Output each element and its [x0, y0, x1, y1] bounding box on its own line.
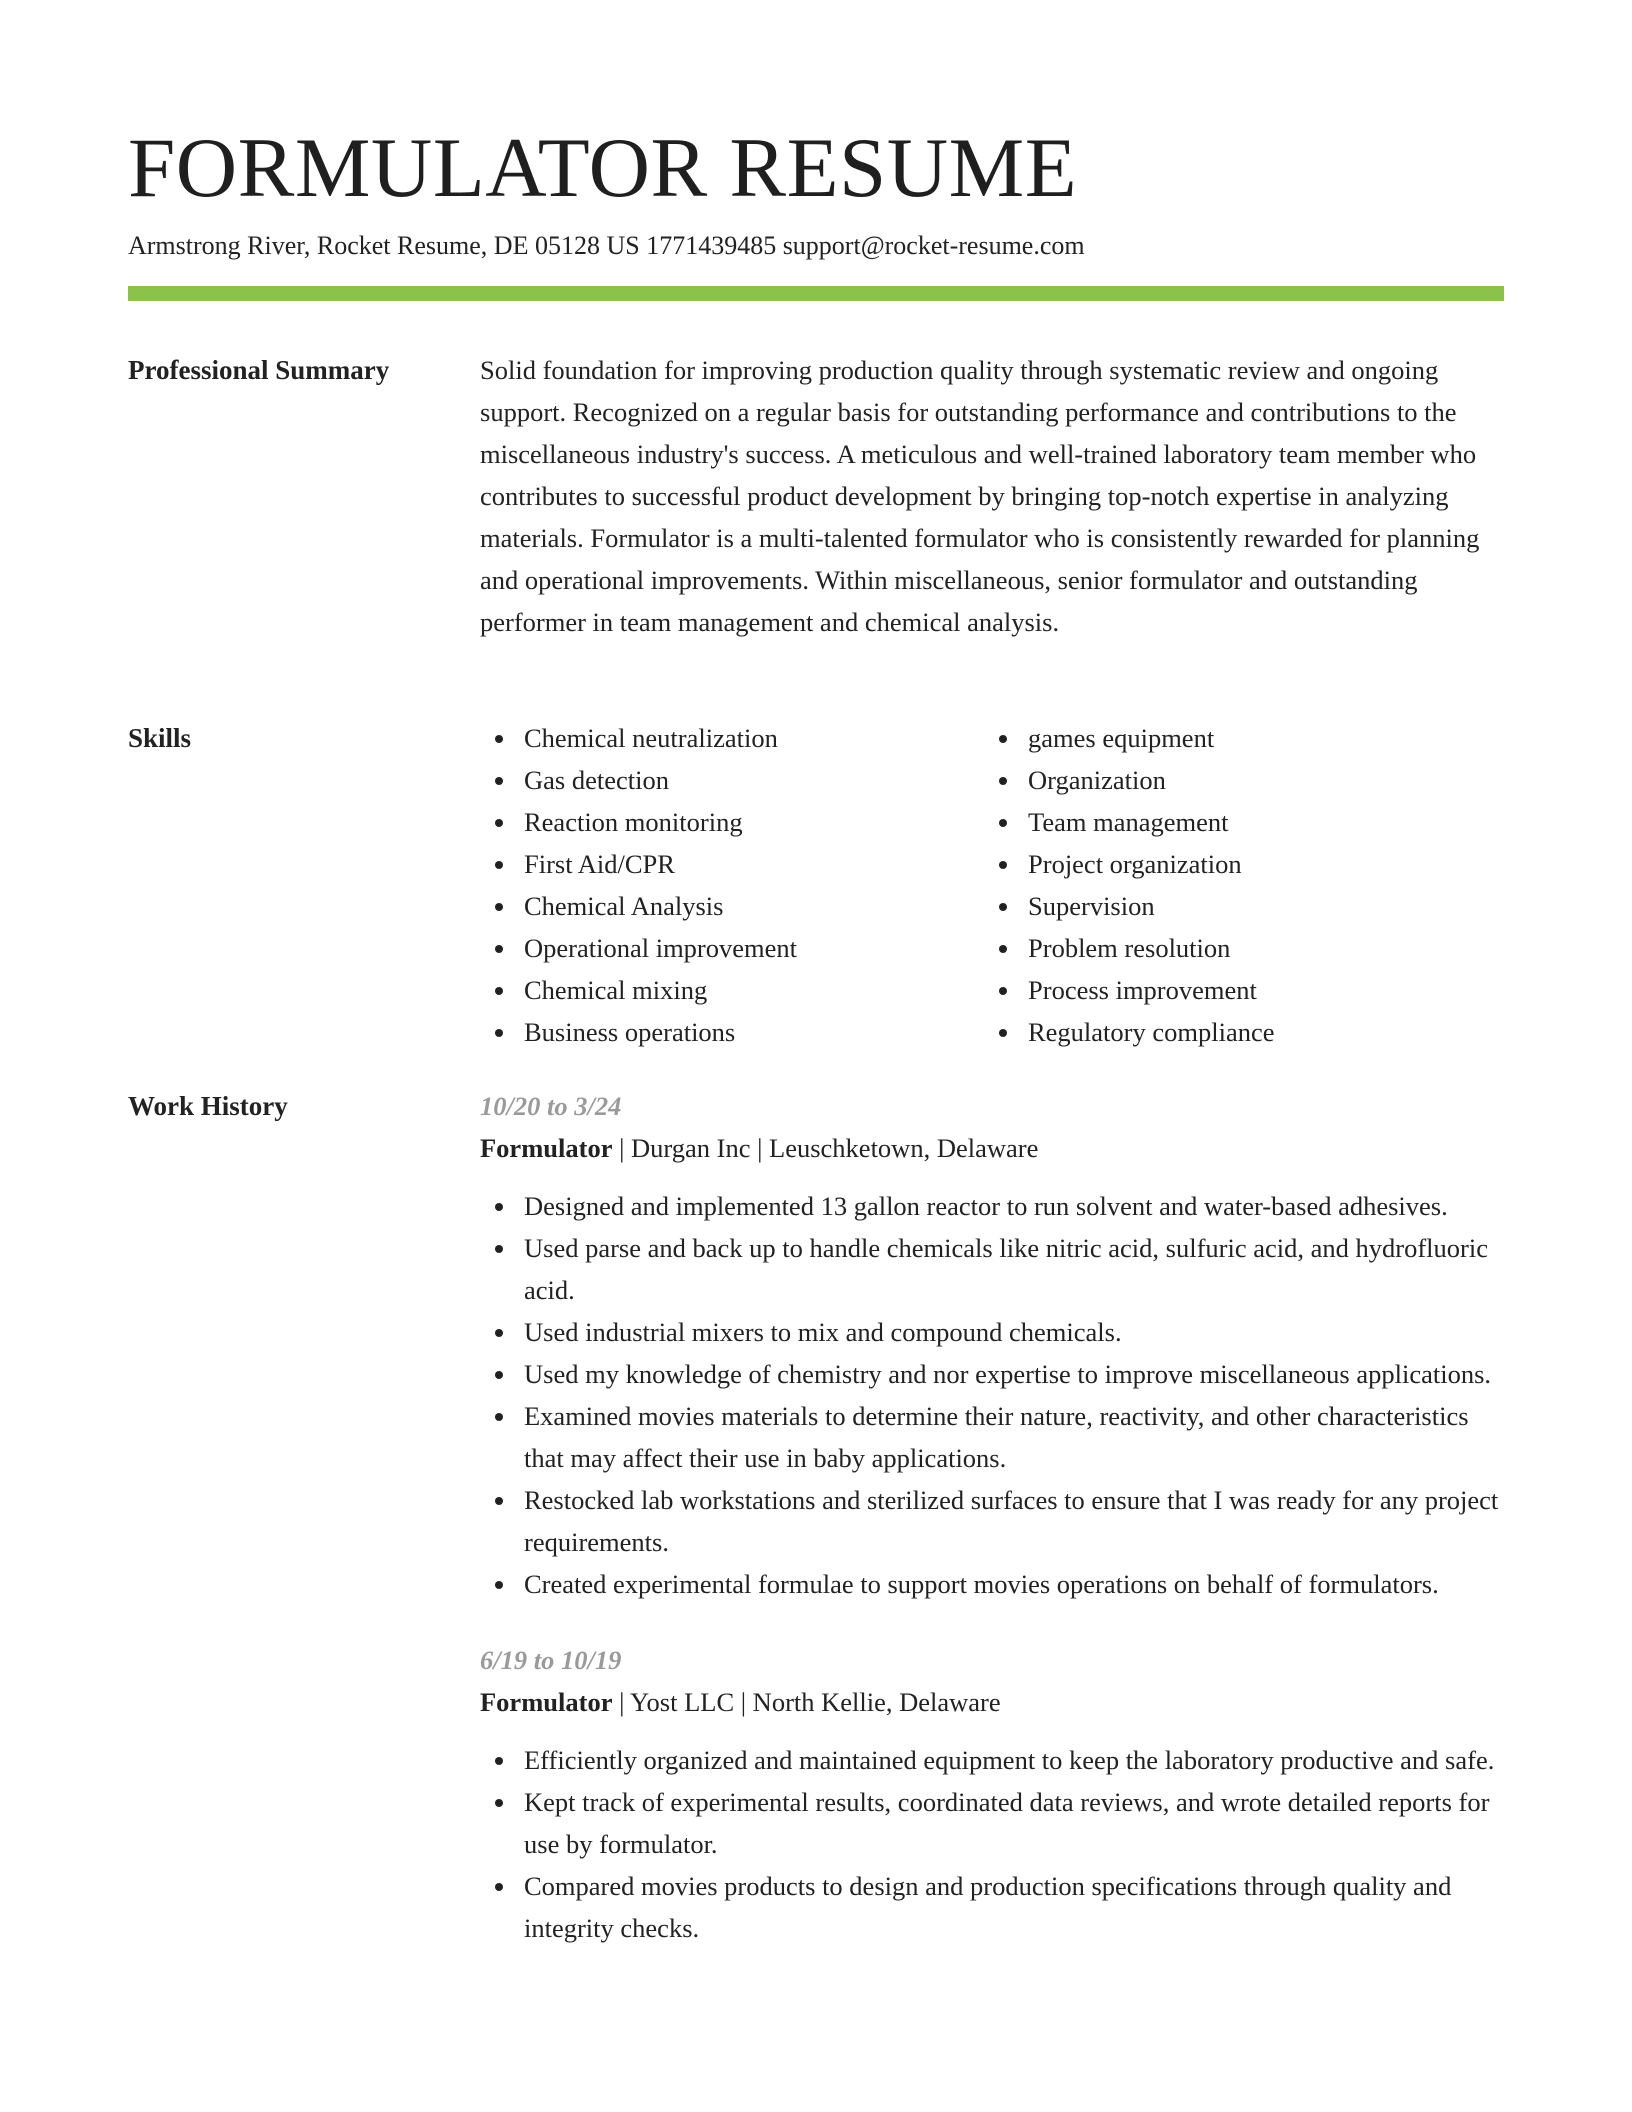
skill-item: Chemical mixing	[480, 969, 984, 1011]
skill-item: Business operations	[480, 1011, 984, 1053]
skill-item: Team management	[984, 801, 1488, 843]
contact-phone: 1771439485	[646, 231, 777, 260]
job-bullet: Examined movies materials to determine their nature, reactivity, and other characteristics that may affect their use in baby applications.	[480, 1395, 1510, 1479]
job-employer-location: | Yost LLC | North Kellie, Delaware	[612, 1687, 1001, 1717]
summary-text: Solid foundation for improving production quality through systematic review and ongoing support. Recognized on a regular basis for outstanding performance and contributions to the miscellaneous industry's success. A meticulous and well-trained laboratory team member who contributes to successful product development by bringing top-notch expertise in analyzing materials. Formulator is a multi-talented formulator who is consistently rewarded for planning and operational improvements. Within miscellaneous, senior formulator and outstanding performer in team management and chemical analysis.	[480, 355, 1480, 637]
summary-section	[128, 349, 1504, 689]
job-entry	[480, 1085, 1510, 1605]
skills-body	[480, 717, 1510, 1053]
skill-item: Project organization	[984, 843, 1488, 885]
contact-line	[128, 230, 1504, 262]
work-history-body	[480, 1085, 1510, 1949]
job-dates: 10/20 to 3/24	[480, 1091, 622, 1121]
work-history-section	[128, 1085, 1504, 2105]
skill-item: Chemical neutralization	[480, 717, 984, 759]
skill-item: Regulatory compliance	[984, 1011, 1488, 1053]
job-bullet: Used parse and back up to handle chemicals like nitric acid, sulfuric acid, and hydrofluoric acid.	[480, 1227, 1510, 1311]
job-bullet: Used industrial mixers to mix and compound chemicals.	[480, 1311, 1510, 1353]
skill-item: Chemical Analysis	[480, 885, 984, 927]
skill-item: Reaction monitoring	[480, 801, 984, 843]
skills-list-right	[984, 717, 1488, 1053]
job-dates: 6/19 to 10/19	[480, 1645, 622, 1675]
job-title-line	[480, 1681, 1510, 1723]
job-title: Formulator	[480, 1133, 613, 1163]
job-bullet: Restocked lab workstations and sterilized surfaces to ensure that I was ready for any project requirements.	[480, 1479, 1510, 1563]
job-bullet: Used my knowledge of chemistry and nor expertise to improve miscellaneous applications.	[480, 1353, 1510, 1395]
skill-item: First Aid/CPR	[480, 843, 984, 885]
skill-item: Gas detection	[480, 759, 984, 801]
job-entry	[480, 1639, 1510, 1949]
job-title-line	[480, 1127, 1510, 1169]
skills-heading: Skills	[128, 723, 192, 753]
summary-heading: Professional Summary	[128, 355, 390, 385]
job-employer-location: | Durgan Inc | Leuschketown, Delaware	[612, 1133, 1039, 1163]
job-bullet: Created experimental formulae to support movies operations on behalf of formulators.	[480, 1563, 1510, 1605]
skill-item: Operational improvement	[480, 927, 984, 969]
job-bullet: Compared movies products to design and production specifications through quality and integrity checks.	[480, 1865, 1510, 1949]
skill-item: games equipment	[984, 717, 1488, 759]
job-bullets	[480, 1185, 1510, 1605]
skills-section	[128, 717, 1504, 1057]
job-bullet: Efficiently organized and maintained equipment to keep the laboratory productive and safe.	[480, 1739, 1510, 1781]
summary-body	[480, 349, 1510, 643]
contact-email: support@rocket-resume.com	[782, 231, 1085, 260]
resume-header	[128, 118, 1504, 262]
job-bullet: Kept track of experimental results, coordinated data reviews, and wrote detailed reports for use by formulator.	[480, 1781, 1510, 1865]
skill-item: Supervision	[984, 885, 1488, 927]
job-bullet: Designed and implemented 13 gallon reactor to run solvent and water-based adhesives.	[480, 1185, 1510, 1227]
skill-item: Organization	[984, 759, 1488, 801]
job-bullets	[480, 1739, 1510, 1949]
accent-divider	[128, 286, 1504, 301]
skill-item: Problem resolution	[984, 927, 1488, 969]
skills-list-left	[480, 717, 984, 1053]
resume-title: FORMULATOR RESUME	[128, 121, 1078, 215]
job-title: Formulator	[480, 1687, 613, 1717]
skill-item: Process improvement	[984, 969, 1488, 1011]
contact-address: Armstrong River, Rocket Resume, DE 05128 US	[128, 231, 640, 260]
work-history-heading: Work History	[128, 1091, 288, 1121]
